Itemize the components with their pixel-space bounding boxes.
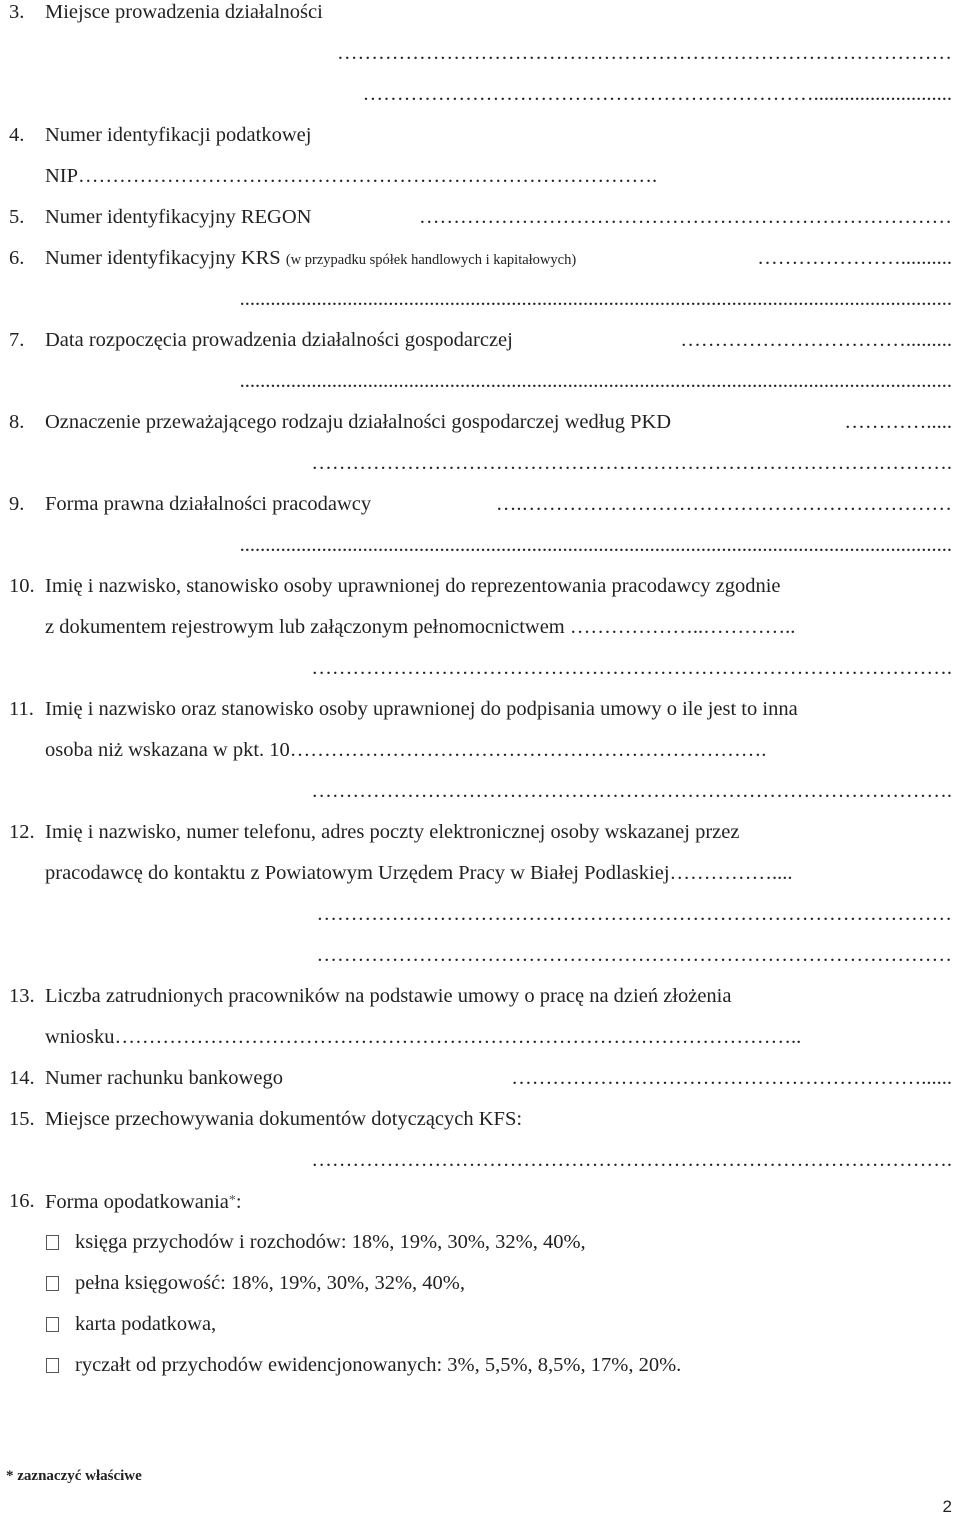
item-label: Numer rachunku bankowego <box>45 1067 283 1089</box>
item-label: Data rozpoczęcia prowadzenia działalności gospodarczej <box>45 329 513 351</box>
item-label: Miejsce przechowywania dokumentów dotyczących KFS: <box>45 1108 523 1130</box>
item-label: Imię i nazwisko oraz stanowisko osoby uprawnionej do podpisania umowy o ile jest to inna <box>45 698 798 720</box>
dotted-fill[interactable]: ……………………………......... <box>680 329 952 351</box>
dotted-fill[interactable]: …………………………………………………………………… <box>419 206 952 228</box>
item-number: 9. <box>9 493 25 515</box>
item-number: 5. <box>9 206 25 228</box>
item-label: Numer identyfikacyjny REGON <box>45 206 312 228</box>
dotted-fill[interactable]: …………………………………………………………………………………. <box>311 780 952 802</box>
dotted-fill[interactable]: …………..... <box>844 411 952 433</box>
item-label: Miejsce prowadzenia działalności <box>45 1 323 23</box>
dotted-fill[interactable]: ………………………………………………………………………………… <box>316 903 952 925</box>
item-label-main: Numer identyfikacyjny KRS <box>45 247 281 269</box>
dotted-fill[interactable]: ........................................................................................................................................... <box>239 370 952 392</box>
item-label: Numer identyfikacji podatkowej <box>45 124 312 146</box>
item-number: 12. <box>9 821 35 843</box>
dotted-fill[interactable]: ……………………………………………………………………………… <box>337 42 952 64</box>
item-continuation[interactable]: osoba niż wskazana w pkt. 10……………………………………………………………. <box>45 739 767 761</box>
item-number: 13. <box>9 985 35 1007</box>
footnote-marker: * <box>228 1193 236 1208</box>
item-number: 7. <box>9 329 25 351</box>
item-number: 16. <box>9 1190 35 1212</box>
item-continuation[interactable]: z dokumentem rejestrowym lub załączonym pełnomocnictwem ………………..………….. <box>45 616 796 638</box>
item-label <box>45 246 576 272</box>
item-label: Imię i nazwisko, stanowisko osoby uprawnionej do reprezentowania pracodawcy zgodnie <box>45 575 781 597</box>
dotted-fill[interactable]: ........................................................................................................................................... <box>239 534 952 556</box>
item-continuation[interactable]: wniosku……………………………………………………………………………………….. <box>45 1026 802 1048</box>
item-label: Liczba zatrudnionych pracowników na podstawie umowy o pracę na dzień złożenia <box>45 985 732 1007</box>
checkbox[interactable] <box>46 1317 59 1332</box>
dotted-fill[interactable]: ………………………………………………………………………………… <box>316 944 952 966</box>
item-note: (w przypadku spółek handlowych i kapitałowych) <box>285 252 577 268</box>
nip-field[interactable]: NIP…………………………………………………………………………. <box>45 165 658 187</box>
item-number: 8. <box>9 411 25 433</box>
dotted-fill[interactable]: …………………………………………………………………………………. <box>311 657 952 679</box>
dotted-fill[interactable]: …………………………………………………………........................... <box>362 83 952 105</box>
footnote: * zaznaczyć właściwe <box>6 1468 142 1484</box>
dotted-fill[interactable]: …………………………………………………………………………………. <box>311 452 952 474</box>
item-label: Imię i nazwisko, numer telefonu, adres poczty elektronicznej osoby wskazanej przez <box>45 821 740 843</box>
item-number: 14. <box>9 1067 35 1089</box>
item-number: 3. <box>9 1 25 23</box>
item-label-main: Forma opodatkowania <box>45 1191 229 1213</box>
item-label: Oznaczenie przeważającego rodzaju działalności gospodarczej według PKD <box>45 411 672 433</box>
option-label: pełna księgowość: 18%, 19%, 30%, 32%, 40%, <box>75 1272 466 1294</box>
page-number: 2 <box>942 1497 952 1516</box>
item-number: 11. <box>9 698 34 720</box>
item-number: 15. <box>9 1108 35 1130</box>
checkbox[interactable] <box>46 1235 59 1250</box>
checkbox[interactable] <box>46 1358 59 1373</box>
item-number: 10. <box>9 575 35 597</box>
item-label: Forma prawna działalności pracodawcy <box>45 493 372 515</box>
dotted-fill[interactable]: ........................................................................................................................................... <box>239 288 952 310</box>
dotted-fill[interactable]: ………………….......... <box>757 247 952 269</box>
dotted-fill[interactable]: ……………………………………………………...... <box>511 1067 952 1089</box>
option-label: ryczałt od przychodów ewidencjonowanych: 3%, 5,5%, 8,5%, 17%, 20%. <box>75 1354 682 1376</box>
option-label: karta podatkowa, <box>75 1313 217 1335</box>
dotted-fill[interactable]: ….……………………………………………………… <box>495 493 952 515</box>
option-label: księga przychodów i rozchodów: 18%, 19%, 30%, 32%, 40%, <box>75 1231 586 1253</box>
label-colon: : <box>235 1191 242 1213</box>
item-continuation[interactable]: pracodawcę do kontaktu z Powiatowym Urzędem Pracy w Białej Podlaskiej…………….... <box>45 862 793 884</box>
item-number: 6. <box>9 247 25 269</box>
dotted-fill[interactable]: …………………………………………………………………………………. <box>311 1149 952 1171</box>
item-label <box>45 1189 242 1214</box>
checkbox[interactable] <box>46 1276 59 1291</box>
item-number: 4. <box>9 124 25 146</box>
